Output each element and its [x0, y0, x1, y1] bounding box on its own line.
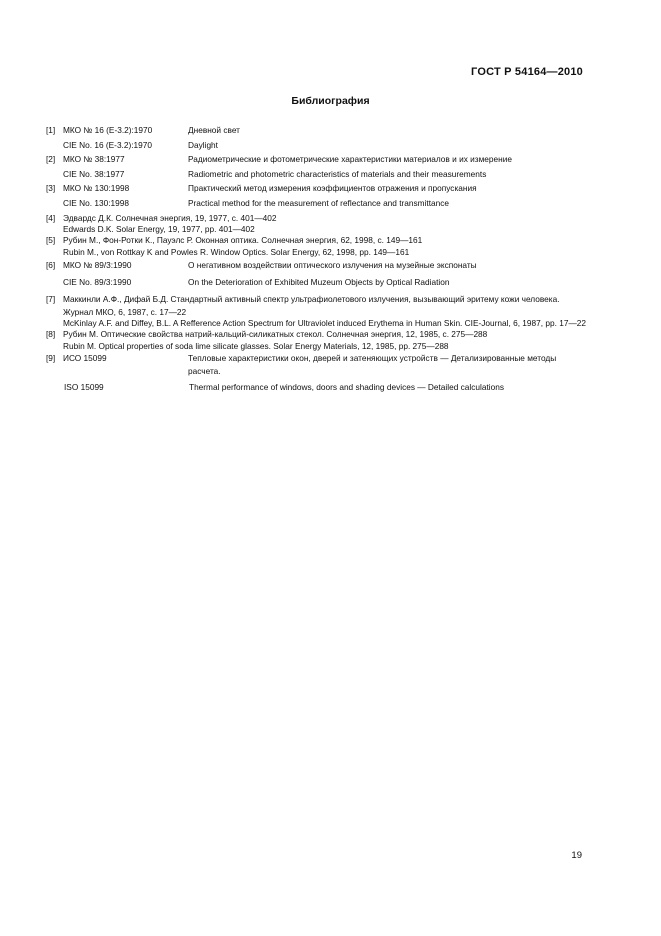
- ref-description: О негативном воздействии оптического излучения на музейные экспонаты: [188, 260, 477, 271]
- ref-entry-5-en: Rubin M., von Rottkay K and Powles R. Window Optics. Solar Energy, 62, 1998, pp. 149—161: [63, 246, 410, 257]
- ref-number: [5]: [46, 235, 56, 246]
- ref-entry-5: [46, 235, 591, 246]
- ref-code: ИСО 15099: [63, 353, 107, 364]
- ref-code: МКО № 130:1998: [63, 183, 130, 194]
- ref-number: [4]: [46, 212, 56, 223]
- ref-number: [2]: [46, 154, 56, 165]
- ref-entry-9: [46, 352, 591, 377]
- ref-entry-7: [46, 289, 591, 317]
- ref-code: МКО № 38:1977: [63, 154, 125, 165]
- ref-description: Radiometric and photometric characteristics of materials and their measurements: [188, 168, 487, 179]
- ref-text: Эдвардс Д.К. Солнечная энергия, 19, 1977, с. 401—402: [63, 212, 277, 223]
- ref-text: Маккинли А.Ф., Дифай Б.Д. Стандартный активный спектр ультрафиолетового излучения, вызывающий эритему кожи человека. Журнал МКО, 6, 1987, с. 17—22: [63, 294, 560, 317]
- ref-description: Практический метод измерения коэффициентов отражения и пропускания: [188, 183, 477, 194]
- ref-code: CIE No. 130:1998: [63, 197, 129, 208]
- ref-description: Тепловые характеристики окон, дверей и затеняющих устройств — Детализированные методы расчета.: [188, 353, 557, 376]
- ref-description: On the Deterioration of Exhibited Muzeum Objects by Optical Radiation: [188, 276, 450, 287]
- ref-text: Рубин М., Фон-Ротки К., Пауэлс Р. Оконная оптика. Солнечная энергия, 62, 1998, с. 149—161: [63, 235, 423, 246]
- ref-entry-3-en: [46, 196, 591, 211]
- ref-number: [1]: [46, 125, 56, 135]
- ref-number: [6]: [46, 260, 56, 271]
- bibliography-list: [46, 123, 591, 395]
- ref-description: Practical method for the measurement of reflectance and transmittance: [188, 197, 450, 208]
- ref-code: ISO 15099: [64, 382, 104, 392]
- page-number: 19: [571, 850, 582, 861]
- ref-code: CIE No. 38:1977: [63, 168, 125, 179]
- ref-description: Радиометрические и фотометрические характеристики материалов и их измерение: [188, 154, 512, 165]
- ref-description: Thermal performance of windows, doors and shading devices — Detailed calculations: [189, 382, 504, 392]
- ref-entry-1-en: [46, 138, 591, 153]
- ref-entry-8-en: Rubin M. Optical properties of soda lime silicate glasses. Solar Energy Materials, 12, 1985, pp. 275—288: [63, 340, 449, 351]
- ref-description: Дневной свет: [188, 125, 240, 135]
- ref-entry-6: [46, 258, 591, 273]
- ref-entry-6-en: [46, 273, 591, 290]
- ref-code: CIE No. 89/3:1990: [63, 276, 132, 287]
- ref-entry-4: [46, 211, 591, 224]
- ref-code: МКО № 16 (Е-3.2):1970: [63, 125, 153, 135]
- ref-number: [3]: [46, 183, 56, 194]
- ref-description: Daylight: [188, 139, 218, 150]
- ref-entry-8: [46, 329, 591, 340]
- ref-number: [8]: [46, 329, 56, 340]
- document-standard-number: ГОСТ Р 54164—2010: [471, 66, 583, 78]
- ref-code: МКО № 89/3:1990: [63, 260, 132, 271]
- ref-number: [9]: [46, 353, 56, 364]
- bibliography-title: Библиография: [291, 95, 370, 107]
- ref-entry-3: [46, 181, 591, 196]
- ref-entry-2: [46, 152, 591, 167]
- ref-number: [7]: [46, 294, 56, 305]
- ref-entry-9-en: [46, 377, 591, 395]
- ref-entry-2-en: [46, 167, 591, 182]
- ref-entry-7-en: McKinlay A.F. and Diffey, B.L. A Refference Action Spectrum for Ultraviolet induced Erythema in Human Skin. CIE-Journal, 6, 1987, pp. 17—22: [63, 317, 586, 328]
- ref-entry-1: [46, 123, 591, 138]
- ref-entry-4-en: Edwards D.K. Solar Energy, 19, 1977, pp. 401—402: [63, 223, 255, 234]
- ref-text: Рубин М. Оптические свойства натрий-кальций-силикатных стекол. Солнечная энергия, 12, 1985, с. 275—288: [63, 329, 488, 340]
- ref-code: CIE No. 16 (E-3.2):1970: [63, 139, 153, 150]
